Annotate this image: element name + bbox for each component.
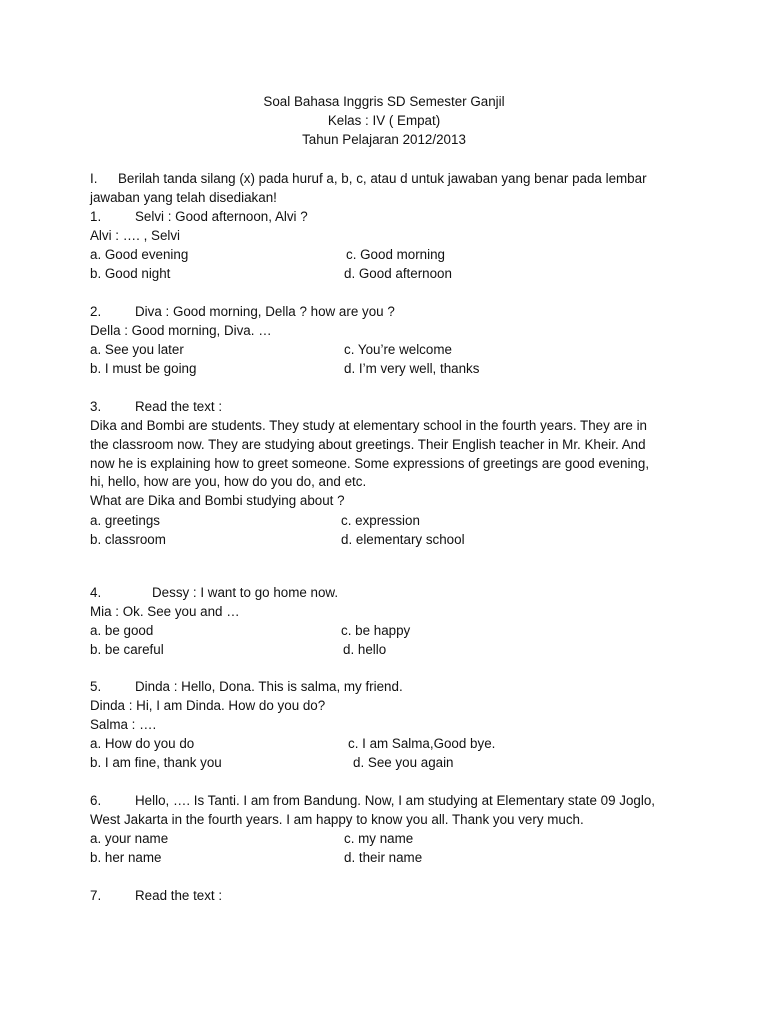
instruction-line-1: Berilah tanda silang (x) pada huruf a, b, c, atau d untuk jawaban yang benar pada lembar xyxy=(118,171,647,186)
question-3-line-3: the classroom now. They are studying about greetings. Their English teacher in Mr. Kheir. And xyxy=(90,437,646,452)
question-4-number: 4. xyxy=(90,585,102,600)
question-1-line-2: Alvi : …. , Selvi xyxy=(90,228,181,243)
question-6-number: 6. xyxy=(90,793,102,808)
question-1-line-1: Selvi : Good afternoon, Alvi ? xyxy=(135,209,308,224)
question-2-line-2: Della : Good morning, Diva. … xyxy=(90,323,272,338)
question-6-option-d: d. their name xyxy=(344,850,423,865)
question-3-line-1: Read the text : xyxy=(135,399,223,414)
question-5-number: 5. xyxy=(90,679,102,694)
question-1-option-b: b. Good night xyxy=(90,266,171,281)
question-1-option-a: a. Good evening xyxy=(90,247,189,262)
question-3-line-2: Dika and Bombi are students. They study at elementary school in the fourth years. They are in xyxy=(90,418,647,433)
question-7-number: 7. xyxy=(90,888,102,903)
question-5-option-b: b. I am fine, thank you xyxy=(90,755,222,770)
question-3-line-4: now he is explaining how to greet someone. Some expressions of greetings are good evening, xyxy=(90,456,650,471)
question-1-number: 1. xyxy=(90,209,102,224)
question-6-option-a: a. your name xyxy=(90,831,169,846)
question-3-number: 3. xyxy=(90,399,102,414)
instruction-line-2: jawaban yang telah disediakan! xyxy=(90,190,277,205)
question-5-line-2: Dinda : Hi, I am Dinda. How do you do? xyxy=(90,698,326,713)
instruction-number: I. xyxy=(90,171,98,186)
question-5-option-c: c. I am Salma,Good bye. xyxy=(348,736,496,751)
document-title: Soal Bahasa Inggris SD Semester Ganjil xyxy=(263,94,505,109)
document-header xyxy=(0,92,768,149)
question-5-line-1: Dinda : Hello, Dona. This is salma, my friend. xyxy=(135,679,403,694)
question-4-option-b: b. be careful xyxy=(90,642,164,657)
question-7-line-1: Read the text : xyxy=(135,888,223,903)
question-4-option-d: d. hello xyxy=(343,642,387,657)
question-6-line-2: West Jakarta in the fourth years. I am happy to know you all. Thank you very much. xyxy=(90,812,584,827)
question-1-option-d: d. Good afternoon xyxy=(344,266,452,281)
question-4-line-1: Dessy : I want to go home now. xyxy=(152,585,339,600)
question-5-line-3: Salma : …. xyxy=(90,717,157,732)
question-4-option-a: a. be good xyxy=(90,623,154,638)
class-label: Kelas : IV ( Empat) xyxy=(327,113,441,128)
question-5-option-d: d. See you again xyxy=(353,755,454,770)
question-6-option-c: c. my name xyxy=(344,831,414,846)
question-6-line-1: Hello, …. Is Tanti. I am from Bandung. Now, I am studying at Elementary state 09 Joglo, xyxy=(135,793,656,808)
school-year-label: Tahun Pelajaran 2012/2013 xyxy=(302,132,466,147)
question-2-option-d: d. I’m very well, thanks xyxy=(344,361,480,376)
question-2-option-c: c. You’re welcome xyxy=(344,342,452,357)
question-3-line-5: hi, hello, how are you, how do you do, and etc. xyxy=(90,474,367,489)
question-5-option-a: a. How do you do xyxy=(90,736,195,751)
question-3-option-a: a. greetings xyxy=(90,513,160,528)
question-2-option-b: b. I must be going xyxy=(90,361,197,376)
question-4-line-2: Mia : Ok. See you and … xyxy=(90,604,240,619)
question-2-number: 2. xyxy=(90,304,102,319)
question-2-option-a: a. See you later xyxy=(90,342,184,357)
question-2-line-1: Diva : Good morning, Della ? how are you ? xyxy=(135,304,395,319)
question-3-line-6: What are Dika and Bombi studying about ? xyxy=(90,493,345,508)
question-6-option-b: b. her name xyxy=(90,850,162,865)
question-3-option-c: c. expression xyxy=(341,513,420,528)
question-3-option-b: b. classroom xyxy=(90,532,166,547)
question-4-option-c: c. be happy xyxy=(341,623,411,638)
question-3-option-d: d. elementary school xyxy=(341,532,465,547)
question-1-option-c: c. Good morning xyxy=(346,247,445,262)
